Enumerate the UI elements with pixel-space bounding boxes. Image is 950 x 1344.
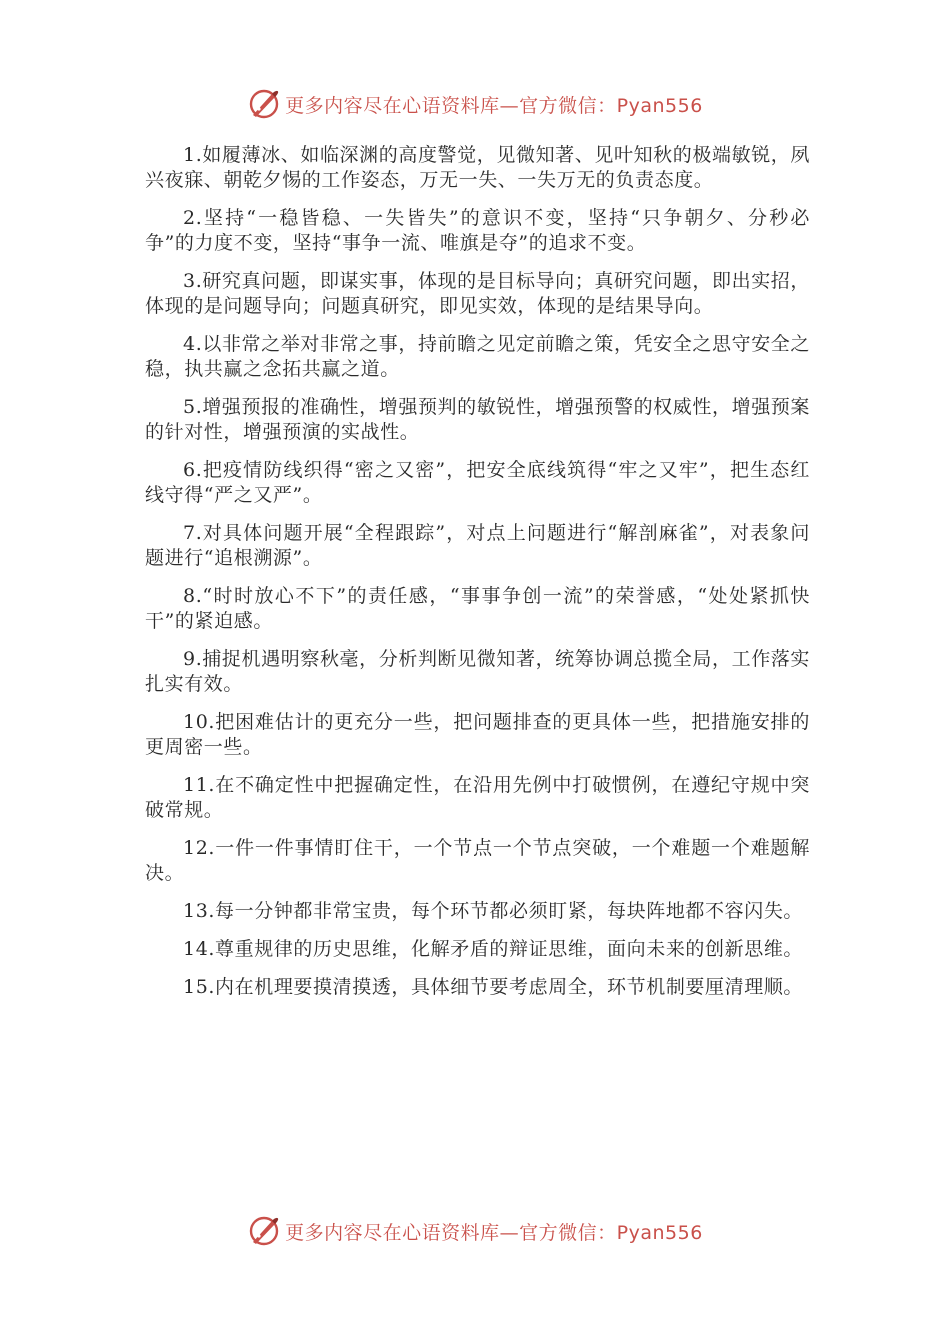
- list-item: 11.在不确定性中把握确定性，在沿用先例中打破惯例，在遵纪守规中突破常规。: [145, 774, 810, 821]
- quill-logo-icon: [247, 87, 281, 121]
- banner-slogan: 更多内容尽在心语资料库—官方微信：: [285, 94, 617, 117]
- banner-text: [285, 91, 703, 118]
- header-banner: [0, 84, 950, 124]
- wechat-id: Pyan556: [616, 94, 703, 117]
- list-item: 14.尊重规律的历史思维，化解矛盾的辩证思维，面向未来的创新思维。: [183, 938, 804, 960]
- list-item: 7.对具体问题开展“全程跟踪”，对点上问题进行“解剖麻雀”，对表象问题进行“追根溯源”。: [145, 522, 810, 569]
- footer-banner: [0, 1211, 950, 1251]
- list-item: 4.以非常之举对非常之事，持前瞻之见定前瞻之策，凭安全之思守安全之稳，执共赢之念拓共赢之道。: [145, 333, 810, 380]
- list-item: 3.研究真问题，即谋实事，体现的是目标导向；真研究问题，即出实招，体现的是问题导向；问题真研究，即见实效，体现的是结果导向。: [145, 270, 810, 317]
- document-body: [145, 143, 810, 1013]
- quill-logo-icon: [247, 1214, 281, 1248]
- list-item: 13.每一分钟都非常宝贵，每个环节都必须盯紧，每块阵地都不容闪失。: [183, 900, 804, 922]
- banner-text: [285, 1218, 703, 1245]
- list-item: 5.增强预报的准确性，增强预判的敏锐性，增强预警的权威性，增强预案的针对性，增强预演的实战性。: [145, 396, 810, 443]
- list-item: 6.把疫情防线织得“密之又密”，把安全底线筑得“牢之又牢”，把生态红线守得“严之又严”。: [145, 459, 810, 506]
- list-item: 2.坚持“一稳皆稳、一失皆失”的意识不变，坚持“只争朝夕、分秒必争”的力度不变，坚持“事争一流、唯旗是夺”的追求不变。: [145, 207, 810, 254]
- banner-slogan: 更多内容尽在心语资料库—官方微信：: [285, 1221, 617, 1244]
- list-item: 9.捕捉机遇明察秋毫，分析判断见微知著，统筹协调总揽全局，工作落实扎实有效。: [145, 648, 810, 695]
- list-item: 12.一件一件事情盯住干，一个节点一个节点突破，一个难题一个难题解决。: [145, 837, 810, 884]
- list-item: 15.内在机理要摸清摸透，具体细节要考虑周全，环节机制要厘清理顺。: [183, 976, 804, 998]
- wechat-id: Pyan556: [616, 1221, 703, 1244]
- list-item: 1.如履薄冰、如临深渊的高度警觉，见微知著、见叶知秋的极端敏锐，夙兴夜寐、朝乾夕惕的工作姿态，万无一失、一失万无的负责态度。: [145, 144, 810, 191]
- list-item: 8.“时时放心不下”的责任感，“事事争创一流”的荣誉感，“处处紧抓快干”的紧迫感。: [145, 585, 810, 632]
- list-item: 10.把困难估计的更充分一些，把问题排查的更具体一些，把措施安排的更周密一些。: [145, 711, 810, 758]
